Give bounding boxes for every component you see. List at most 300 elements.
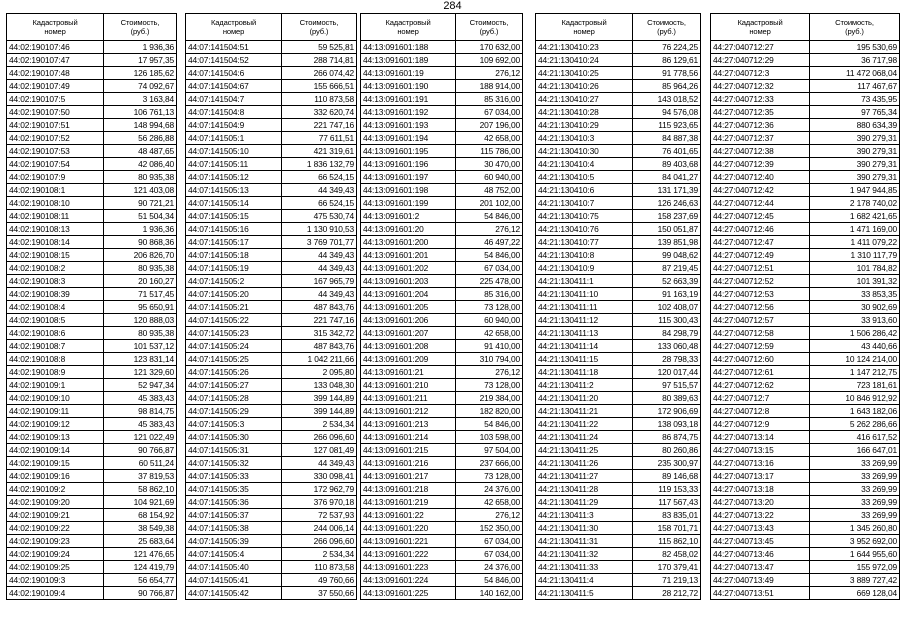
cost-cell: 43 440,66 xyxy=(810,340,900,353)
cost-cell: 44 349,43 xyxy=(282,262,357,275)
cadastral-number-cell: 44:02:190109:21 xyxy=(7,509,104,522)
table-row xyxy=(711,431,900,444)
table-row xyxy=(361,379,523,392)
cost-cell: 139 851,98 xyxy=(633,236,701,249)
cost-cell: 42 658,00 xyxy=(456,496,523,509)
table-row xyxy=(361,223,523,236)
table-row xyxy=(711,574,900,587)
cost-cell: 276,12 xyxy=(456,509,523,522)
cadastral-number-cell: 44:13:091601:189 xyxy=(361,54,456,67)
cost-cell: 85 316,00 xyxy=(456,288,523,301)
cadastral-number-cell: 44:07:141504:52 xyxy=(186,54,282,67)
table-row xyxy=(536,470,701,483)
table-row xyxy=(186,67,357,80)
cost-cell: 28 798,33 xyxy=(633,353,701,366)
cost-cell: 54 846,00 xyxy=(456,418,523,431)
cost-cell: 60 940,00 xyxy=(456,314,523,327)
table-row xyxy=(186,457,357,470)
table-row xyxy=(186,379,357,392)
table-row xyxy=(536,262,701,275)
table-row xyxy=(361,132,523,145)
cadastral-number-cell: 44:02:190108:2 xyxy=(7,262,104,275)
table-row xyxy=(186,444,357,457)
cost-cell: 172 906,69 xyxy=(633,405,701,418)
cadastral-number-cell: 44:02:190108:39 xyxy=(7,288,104,301)
cost-cell: 310 794,00 xyxy=(456,353,523,366)
cost-cell: 80 389,63 xyxy=(633,392,701,405)
cost-cell: 33 269,99 xyxy=(810,470,900,483)
table-row xyxy=(361,158,523,171)
cost-cell: 390 279,31 xyxy=(810,132,900,145)
cost-cell: 37 819,53 xyxy=(104,470,177,483)
table-row xyxy=(536,301,701,314)
table-row xyxy=(711,223,900,236)
cadastral-number-cell: 44:21:130411:2 xyxy=(536,379,633,392)
table-row xyxy=(186,392,357,405)
cadastral-number-cell: 44:13:091601:188 xyxy=(361,41,456,54)
cost-cell: 36 717,98 xyxy=(810,54,900,67)
cost-cell: 80 935,38 xyxy=(104,262,177,275)
cost-cell: 30 902,69 xyxy=(810,301,900,314)
cadastral-number-cell: 44:02:190108:10 xyxy=(7,197,104,210)
cadastral-number-cell: 44:27:040712:49 xyxy=(711,249,810,262)
cadastral-number-cell: 44:21:130411:33 xyxy=(536,561,633,574)
cost-cell: 182 820,00 xyxy=(456,405,523,418)
cost-cell: 126 185,62 xyxy=(104,67,177,80)
cadastral-number-cell: 44:27:040712:59 xyxy=(711,340,810,353)
cost-cell: 1 836 132,79 xyxy=(282,158,357,171)
cost-cell: 155 972,09 xyxy=(810,561,900,574)
table-row xyxy=(711,54,900,67)
cadastral-number-cell: 44:27:040712:58 xyxy=(711,327,810,340)
cadastral-number-cell: 44:13:091601:192 xyxy=(361,106,456,119)
cost-cell: 140 162,00 xyxy=(456,587,523,600)
cadastral-number-cell: 44:21:130411:15 xyxy=(536,353,633,366)
table-row xyxy=(7,236,177,249)
cadastral-number-cell: 44:13:091601:207 xyxy=(361,327,456,340)
cadastral-number-cell: 44:21:130411:31 xyxy=(536,535,633,548)
cadastral-number-cell: 44:02:190108:7 xyxy=(7,340,104,353)
cost-cell: 119 153,33 xyxy=(633,483,701,496)
cadastral-number-cell: 44:13:091601:200 xyxy=(361,236,456,249)
cost-cell: 1 130 910,53 xyxy=(282,223,357,236)
cadastral-number-cell: 44:21:130411:11 xyxy=(536,301,633,314)
table-row xyxy=(361,431,523,444)
cadastral-number-cell: 44:27:040712:47 xyxy=(711,236,810,249)
cost-cell: 80 260,86 xyxy=(633,444,701,457)
cost-cell: 170 632,00 xyxy=(456,41,523,54)
cadastral-number-cell: 44:02:190109:12 xyxy=(7,418,104,431)
table-row xyxy=(361,535,523,548)
cost-cell: 123 831,14 xyxy=(104,353,177,366)
table-row xyxy=(361,93,523,106)
cost-cell: 133 060,48 xyxy=(633,340,701,353)
table-row xyxy=(361,561,523,574)
cost-cell: 33 269,99 xyxy=(810,496,900,509)
cost-cell: 2 178 740,02 xyxy=(810,197,900,210)
table-row xyxy=(536,392,701,405)
cadastral-number-cell: 44:07:141504:67 xyxy=(186,80,282,93)
cadastral-number-cell: 44:13:091601:212 xyxy=(361,405,456,418)
table-row xyxy=(7,158,177,171)
cadastral-table xyxy=(360,13,523,600)
cadastral-number-cell: 44:27:040713:46 xyxy=(711,548,810,561)
cadastral-number-cell: 44:02:190108:14 xyxy=(7,236,104,249)
cost-cell: 121 022,49 xyxy=(104,431,177,444)
table-row xyxy=(711,41,900,54)
cadastral-number-cell: 44:21:130410:76 xyxy=(536,223,633,236)
cost-cell: 126 246,63 xyxy=(633,197,701,210)
table-row xyxy=(186,41,357,54)
cadastral-number-cell: 44:07:141505:19 xyxy=(186,262,282,275)
table-row xyxy=(7,548,177,561)
cadastral-number-cell: 44:21:130410:3 xyxy=(536,132,633,145)
cadastral-number-cell: 44:02:190109:11 xyxy=(7,405,104,418)
table-row xyxy=(536,327,701,340)
cost-cell: 48 752,00 xyxy=(456,184,523,197)
cost-cell: 110 873,58 xyxy=(282,93,357,106)
cost-cell: 74 092,67 xyxy=(104,80,177,93)
cadastral-number-cell: 44:21:130411:22 xyxy=(536,418,633,431)
table-row xyxy=(7,93,177,106)
cost-cell: 487 843,76 xyxy=(282,340,357,353)
cost-cell: 221 747,16 xyxy=(282,119,357,132)
cost-cell: 120 888,03 xyxy=(104,314,177,327)
table-row xyxy=(186,171,357,184)
cost-cell: 67 034,00 xyxy=(456,535,523,548)
cost-cell: 421 319,61 xyxy=(282,145,357,158)
cadastral-number-cell: 44:13:091601:204 xyxy=(361,288,456,301)
cost-cell: 390 279,31 xyxy=(810,158,900,171)
cost-cell: 54 846,00 xyxy=(456,574,523,587)
cost-cell: 71 219,13 xyxy=(633,574,701,587)
cost-cell: 158 237,69 xyxy=(633,210,701,223)
table-row xyxy=(7,470,177,483)
table-row xyxy=(536,184,701,197)
cost-cell: 99 048,62 xyxy=(633,249,701,262)
table-row xyxy=(711,301,900,314)
cost-cell: 102 408,07 xyxy=(633,301,701,314)
cadastral-number-cell: 44:27:040712:39 xyxy=(711,158,810,171)
cadastral-number-cell: 44:02:190109:24 xyxy=(7,548,104,561)
table-row xyxy=(7,522,177,535)
cadastral-number-cell: 44:07:141505:20 xyxy=(186,288,282,301)
table-row xyxy=(711,418,900,431)
cadastral-number-cell: 44:21:130411:18 xyxy=(536,366,633,379)
cost-cell: 11 472 068,04 xyxy=(810,67,900,80)
cadastral-number-cell: 44:21:130411:1 xyxy=(536,275,633,288)
cost-cell: 109 692,00 xyxy=(456,54,523,67)
table-row xyxy=(186,548,357,561)
table-row xyxy=(536,41,701,54)
cost-cell: 24 376,00 xyxy=(456,483,523,496)
table-row xyxy=(711,457,900,470)
cost-cell: 60 940,00 xyxy=(456,171,523,184)
table-row xyxy=(361,366,523,379)
table-row xyxy=(536,314,701,327)
cost-cell: 207 196,00 xyxy=(456,119,523,132)
cadastral-number-cell: 44:07:141505:26 xyxy=(186,366,282,379)
cadastral-number-cell: 44:13:091601:206 xyxy=(361,314,456,327)
table-row xyxy=(361,184,523,197)
cadastral-number-cell: 44:13:091601:222 xyxy=(361,548,456,561)
cost-cell: 90 766,87 xyxy=(104,587,177,600)
cadastral-number-cell: 44:21:130410:28 xyxy=(536,106,633,119)
table-row xyxy=(536,535,701,548)
cost-cell: 669 128,04 xyxy=(810,587,900,600)
table-row xyxy=(7,405,177,418)
cadastral-number-cell: 44:13:091601:21 xyxy=(361,366,456,379)
cadastral-number-cell: 44:21:130410:4 xyxy=(536,158,633,171)
cadastral-number-cell: 44:27:040712:46 xyxy=(711,223,810,236)
cadastral-number-cell: 44:21:130411:26 xyxy=(536,457,633,470)
cadastral-number-cell: 44:07:141504:7 xyxy=(186,93,282,106)
table-row xyxy=(7,431,177,444)
cadastral-number-cell: 44:13:091601:216 xyxy=(361,457,456,470)
cadastral-number-cell: 44:13:091601:223 xyxy=(361,561,456,574)
cost-cell: 266 096,60 xyxy=(282,431,357,444)
table-row xyxy=(536,405,701,418)
table-row xyxy=(7,587,177,600)
table-row xyxy=(7,392,177,405)
cost-cell: 276,12 xyxy=(456,67,523,80)
cadastral-number-cell: 44:07:141505:15 xyxy=(186,210,282,223)
table-row xyxy=(536,509,701,522)
cadastral-number-cell: 44:27:040713:49 xyxy=(711,574,810,587)
cost-cell: 487 843,76 xyxy=(282,301,357,314)
table-row xyxy=(361,67,523,80)
cadastral-number-cell: 44:07:141505:12 xyxy=(186,171,282,184)
cadastral-number-cell: 44:07:141505:1 xyxy=(186,132,282,145)
table-row xyxy=(186,119,357,132)
cadastral-number-cell: 44:27:040712:62 xyxy=(711,379,810,392)
table-row xyxy=(361,574,523,587)
cost-cell: 73 435,95 xyxy=(810,93,900,106)
table-row xyxy=(186,574,357,587)
cadastral-number-cell: 44:27:040713:17 xyxy=(711,470,810,483)
header-cadastral-number: Кадастровый номер xyxy=(186,14,282,41)
table-row xyxy=(711,587,900,600)
cost-cell: 84 887,38 xyxy=(633,132,701,145)
cadastral-number-cell: 44:21:130410:25 xyxy=(536,67,633,80)
table-row xyxy=(7,262,177,275)
cost-cell: 95 650,91 xyxy=(104,301,177,314)
cost-cell: 110 873,58 xyxy=(282,561,357,574)
cost-cell: 91 778,56 xyxy=(633,67,701,80)
cost-cell: 115 923,65 xyxy=(633,119,701,132)
table-row xyxy=(7,132,177,145)
cost-cell: 288 714,81 xyxy=(282,54,357,67)
table-row xyxy=(361,314,523,327)
table-row xyxy=(711,379,900,392)
cadastral-number-cell: 44:21:130410:24 xyxy=(536,54,633,67)
table-row xyxy=(711,275,900,288)
table-row xyxy=(361,210,523,223)
header-cost: Стоимость, (руб.) xyxy=(456,14,523,41)
cadastral-number-cell: 44:27:040712:9 xyxy=(711,418,810,431)
cadastral-number-cell: 44:27:040712:38 xyxy=(711,145,810,158)
table-row xyxy=(536,67,701,80)
cadastral-number-cell: 44:02:190108:4 xyxy=(7,301,104,314)
cost-cell: 77 611,51 xyxy=(282,132,357,145)
cost-cell: 76 224,25 xyxy=(633,41,701,54)
cost-cell: 206 826,70 xyxy=(104,249,177,262)
table-row xyxy=(711,210,900,223)
cost-cell: 37 550,66 xyxy=(282,587,357,600)
table-row xyxy=(536,418,701,431)
cost-cell: 46 497,22 xyxy=(456,236,523,249)
cost-cell: 172 962,79 xyxy=(282,483,357,496)
cadastral-number-cell: 44:02:190108:6 xyxy=(7,327,104,340)
cadastral-number-cell: 44:02:190107:49 xyxy=(7,80,104,93)
cadastral-number-cell: 44:27:040712:37 xyxy=(711,132,810,145)
table-row xyxy=(361,353,523,366)
cost-cell: 45 383,43 xyxy=(104,392,177,405)
cost-cell: 71 517,45 xyxy=(104,288,177,301)
cost-cell: 72 537,93 xyxy=(282,509,357,522)
table-row xyxy=(361,340,523,353)
cost-cell: 1 643 182,06 xyxy=(810,405,900,418)
table-row xyxy=(186,340,357,353)
table-row xyxy=(711,353,900,366)
table-row xyxy=(7,171,177,184)
cost-cell: 150 051,87 xyxy=(633,223,701,236)
cost-cell: 54 846,00 xyxy=(456,249,523,262)
table-row xyxy=(361,54,523,67)
cost-cell: 45 383,43 xyxy=(104,418,177,431)
table-row xyxy=(536,93,701,106)
cost-cell: 188 914,00 xyxy=(456,80,523,93)
cadastral-number-cell: 44:02:190107:5 xyxy=(7,93,104,106)
cadastral-number-cell: 44:13:091601:213 xyxy=(361,418,456,431)
table-row xyxy=(711,522,900,535)
table-row xyxy=(711,288,900,301)
cost-cell: 121 403,08 xyxy=(104,184,177,197)
cost-cell: 85 964,26 xyxy=(633,80,701,93)
table-row xyxy=(361,522,523,535)
cost-cell: 17 957,35 xyxy=(104,54,177,67)
cadastral-number-cell: 44:07:141504:6 xyxy=(186,67,282,80)
table-row xyxy=(186,184,357,197)
cost-cell: 10 846 912,92 xyxy=(810,392,900,405)
cost-cell: 54 846,00 xyxy=(456,210,523,223)
table-row xyxy=(361,483,523,496)
cadastral-number-cell: 44:02:190109:16 xyxy=(7,470,104,483)
cost-cell: 880 634,39 xyxy=(810,119,900,132)
table-row xyxy=(186,80,357,93)
table-row xyxy=(186,496,357,509)
cadastral-table xyxy=(535,13,701,600)
cadastral-number-cell: 44:02:190107:47 xyxy=(7,54,104,67)
cost-cell: 80 935,38 xyxy=(104,327,177,340)
table-row xyxy=(7,41,177,54)
cadastral-number-cell: 44:02:190107:9 xyxy=(7,171,104,184)
cadastral-number-cell: 44:02:190107:52 xyxy=(7,132,104,145)
cost-cell: 89 146,68 xyxy=(633,470,701,483)
cadastral-number-cell: 44:21:130410:30 xyxy=(536,145,633,158)
cadastral-number-cell: 44:07:141504:8 xyxy=(186,106,282,119)
cost-cell: 101 391,32 xyxy=(810,275,900,288)
cost-cell: 416 617,52 xyxy=(810,431,900,444)
cadastral-number-cell: 44:27:040712:27 xyxy=(711,41,810,54)
table-row xyxy=(711,561,900,574)
cadastral-number-cell: 44:27:040712:29 xyxy=(711,54,810,67)
cadastral-number-cell: 44:13:091601:210 xyxy=(361,379,456,392)
cost-cell: 133 048,30 xyxy=(282,379,357,392)
table-row xyxy=(536,145,701,158)
cost-cell: 332 620,74 xyxy=(282,106,357,119)
cadastral-number-cell: 44:02:190109:1 xyxy=(7,379,104,392)
cadastral-number-cell: 44:21:130411:12 xyxy=(536,314,633,327)
cadastral-number-cell: 44:27:040713:18 xyxy=(711,483,810,496)
cost-cell: 1 936,36 xyxy=(104,41,177,54)
table-row xyxy=(711,184,900,197)
cadastral-number-cell: 44:07:141505:13 xyxy=(186,184,282,197)
table-row xyxy=(711,197,900,210)
cadastral-number-cell: 44:13:091601:225 xyxy=(361,587,456,600)
cost-cell: 86 874,75 xyxy=(633,431,701,444)
cadastral-number-cell: 44:13:091601:203 xyxy=(361,275,456,288)
table-row xyxy=(7,366,177,379)
table-row xyxy=(7,301,177,314)
cadastral-tables xyxy=(0,13,905,640)
cadastral-number-cell: 44:13:091601:221 xyxy=(361,535,456,548)
cadastral-number-cell: 44:02:190109:13 xyxy=(7,431,104,444)
cadastral-number-cell: 44:07:141505:33 xyxy=(186,470,282,483)
table-row xyxy=(186,483,357,496)
table-row xyxy=(186,197,357,210)
cost-cell: 1 644 955,60 xyxy=(810,548,900,561)
table-row xyxy=(7,106,177,119)
cost-cell: 225 478,00 xyxy=(456,275,523,288)
cadastral-number-cell: 44:02:190109:14 xyxy=(7,444,104,457)
table-row xyxy=(186,223,357,236)
cadastral-number-cell: 44:21:130411:32 xyxy=(536,548,633,561)
cost-cell: 121 329,60 xyxy=(104,366,177,379)
table-row xyxy=(536,223,701,236)
cadastral-number-cell: 44:13:091601:219 xyxy=(361,496,456,509)
table-header-row xyxy=(536,14,701,41)
cost-cell: 3 889 727,42 xyxy=(810,574,900,587)
cadastral-number-cell: 44:13:091601:191 xyxy=(361,93,456,106)
cadastral-number-cell: 44:07:141505:41 xyxy=(186,574,282,587)
table-row xyxy=(7,249,177,262)
table-row xyxy=(536,171,701,184)
cost-cell: 104 921,69 xyxy=(104,496,177,509)
table-row xyxy=(536,340,701,353)
table-row xyxy=(7,483,177,496)
cadastral-number-cell: 44:21:130410:7 xyxy=(536,197,633,210)
cadastral-number-cell: 44:27:040712:33 xyxy=(711,93,810,106)
cost-cell: 115 862,10 xyxy=(633,535,701,548)
cost-cell: 73 128,00 xyxy=(456,379,523,392)
cadastral-number-cell: 44:07:141505:32 xyxy=(186,457,282,470)
table-row xyxy=(711,392,900,405)
table-row xyxy=(711,509,900,522)
cost-cell: 3 952 692,00 xyxy=(810,535,900,548)
table-row xyxy=(536,197,701,210)
table-row xyxy=(361,327,523,340)
cost-cell: 1 947 944,85 xyxy=(810,184,900,197)
cadastral-number-cell: 44:13:091601:19 xyxy=(361,67,456,80)
cost-cell: 84 298,79 xyxy=(633,327,701,340)
table-row xyxy=(711,106,900,119)
cadastral-number-cell: 44:13:091601:190 xyxy=(361,80,456,93)
cadastral-number-cell: 44:13:091601:220 xyxy=(361,522,456,535)
cadastral-number-cell: 44:02:190107:53 xyxy=(7,145,104,158)
cost-cell: 330 098,41 xyxy=(282,470,357,483)
cost-cell: 59 525,81 xyxy=(282,41,357,54)
